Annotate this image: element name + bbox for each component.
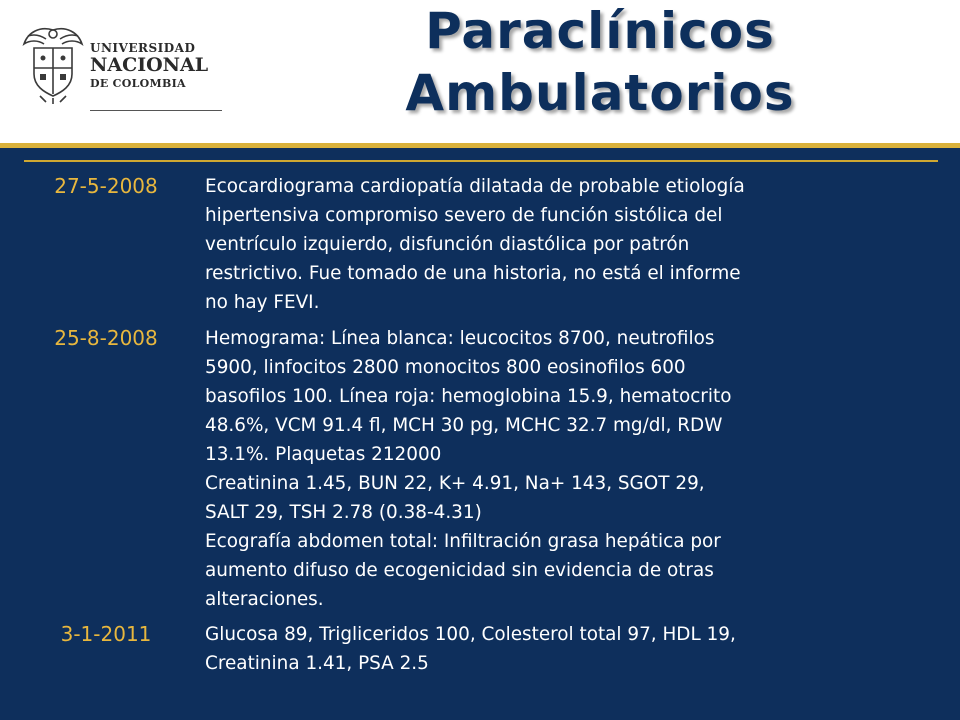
logo-line-2: NACIONAL <box>90 54 209 76</box>
slide-header <box>0 0 960 145</box>
university-wordmark <box>90 42 208 89</box>
body-top-rule <box>24 160 938 162</box>
entry-line: 13.1%. Plaquetas 212000 <box>205 444 442 465</box>
entry-line: aumento difuso de ecogenicidad sin evidencia de otras <box>205 560 714 581</box>
entry-line: Glucosa 89, Trigliceridos 100, Colesterol total 97, HDL 19, <box>205 624 736 645</box>
entry-line: basofilos 100. Línea roja: hemoglobina 15.9, hematocrito <box>205 386 732 407</box>
university-seal-icon <box>20 22 86 104</box>
title-line-1: Paraclínicos <box>425 2 775 60</box>
entry-text <box>205 324 925 614</box>
entry-line: Ecografía abdomen total: Infiltración grasa hepática por <box>205 531 721 552</box>
entry-line: no hay FEVI. <box>205 292 320 313</box>
entry-line: restrictivo. Fue tomado de una historia, no está el informe <box>205 263 741 284</box>
entry-line: Creatinina 1.41, PSA 2.5 <box>205 653 429 674</box>
entry-line: Ecocardiograma cardiopatía dilatada de probable etiología <box>205 176 745 197</box>
slide-title <box>290 0 910 124</box>
entry-line: Hemograma: Línea blanca: leucocitos 8700, neutrofilos <box>205 328 715 349</box>
entry-date: 3-1-2011 <box>60 622 152 646</box>
logo-line-3: DE COLOMBIA <box>90 77 186 90</box>
entry-date: 25-8-2008 <box>54 326 158 350</box>
entry-text <box>205 620 925 678</box>
entry-line: ventrículo izquierdo, disfunción diastólica por patrón <box>205 234 690 255</box>
entry-line: 5900, linfocitos 2800 monocitos 800 eosinofilos 600 <box>205 357 686 378</box>
entry-line: hipertensiva compromiso severo de función sistólica del <box>205 205 723 226</box>
entry-text <box>205 172 925 317</box>
entry-line: alteraciones. <box>205 589 324 610</box>
entry-date: 27-5-2008 <box>54 174 158 198</box>
university-logo <box>20 20 210 110</box>
entry-line: Creatinina 1.45, BUN 22, K+ 4.91, Na+ 143, SGOT 29, <box>205 473 705 494</box>
entry-line: 48.6%, VCM 91.4 fl, MCH 30 pg, MCHC 32.7 mg/dl, RDW <box>205 415 723 436</box>
slide-body <box>0 148 960 720</box>
title-line-2: Ambulatorios <box>405 64 795 122</box>
logo-line-1: UNIVERSIDAD <box>90 41 196 55</box>
entry-line: SALT 29, TSH 2.78 (0.38-4.31) <box>205 502 482 523</box>
logo-underline <box>90 110 222 111</box>
